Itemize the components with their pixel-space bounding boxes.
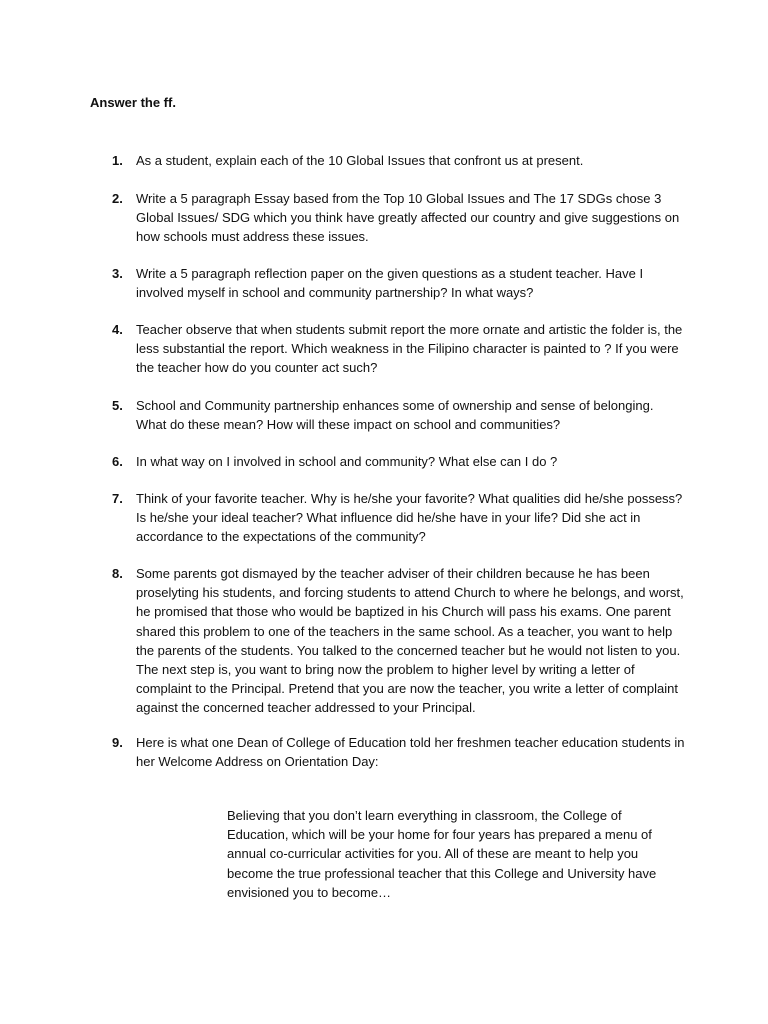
item-text: Teacher observe that when students submit report the more ornate and artistic the folder is, the less substantial the report. Which weakness in the Filipino character is painted to ? If you were the teacher how do you counter act such? — [136, 322, 683, 376]
list-item — [112, 320, 686, 378]
item-text: Here is what one Dean of College of Education told her freshmen teacher education students in her Welcome Address on Orientation Day: — [136, 735, 685, 770]
list-item — [112, 733, 686, 771]
item-text: Think of your favorite teacher. Why is he/she your favorite? What qualities did he/she possess? Is he/she your ideal teacher? What influence did he/she have in your life? Did she act in accordance to the expectations of the community? — [136, 491, 683, 545]
list-item — [112, 189, 686, 247]
item-number: 1. — [112, 153, 123, 168]
item-text: In what way on I involved in school and community? What else can I do ? — [136, 454, 558, 469]
item-number: 6. — [112, 454, 123, 469]
item-number: 9. — [112, 735, 123, 750]
item-number: 7. — [112, 491, 123, 506]
item-text: As a student, explain each of the 10 Global Issues that confront us at present. — [136, 153, 584, 168]
item-text: Write a 5 paragraph reflection paper on the given questions as a student teacher. Have I involved myself in school and community partnership? In what ways? — [136, 266, 644, 301]
page-heading: Answer the ff. — [90, 95, 176, 110]
item-number: 8. — [112, 566, 123, 581]
item-text: Write a 5 paragraph Essay based from the Top 10 Global Issues and The 17 SDGs chose 3 Global Issues/ SDG which you think have greatly affected our country and give suggestions on how schools must address these issues. — [136, 191, 680, 245]
list-item — [112, 489, 686, 547]
block-quote: Believing that you don’t learn everything in classroom, the College of Education, which will be your home for four years has prepared a menu of annual co-curricular activities for you. All of these are meant to help you become the true professional teacher that this College and University have envisioned you to become… — [227, 808, 657, 900]
list-item — [112, 264, 686, 302]
item-number: 2. — [112, 191, 123, 206]
list-item — [112, 151, 686, 170]
list-item — [112, 564, 686, 718]
item-text: School and Community partnership enhances some of ownership and sense of belonging. What do these mean? How will these impact on school and communities? — [136, 398, 654, 433]
list-item — [112, 452, 686, 471]
item-number: 4. — [112, 322, 123, 337]
item-number: 3. — [112, 266, 123, 281]
item-number: 5. — [112, 398, 123, 413]
item-text: Some parents got dismayed by the teacher adviser of their children because he has been proselyting his students, and forcing students to attend Church to where he belongs, and worst, he promised that those who would be baptized in his Church will pass his exams. One parent shared this problem to one of the teachers in the same school. As a teacher, you want to help the parents of the students. You talked to the concerned teacher but he would not listen to you. The next step is, you want to bring now the problem to higher level by writing a letter of complaint to the Principal. Pretend that you are now the teacher, you write a letter of complaint against the concerned teacher addressed to your Principal. — [136, 566, 684, 716]
list-item — [112, 396, 686, 434]
